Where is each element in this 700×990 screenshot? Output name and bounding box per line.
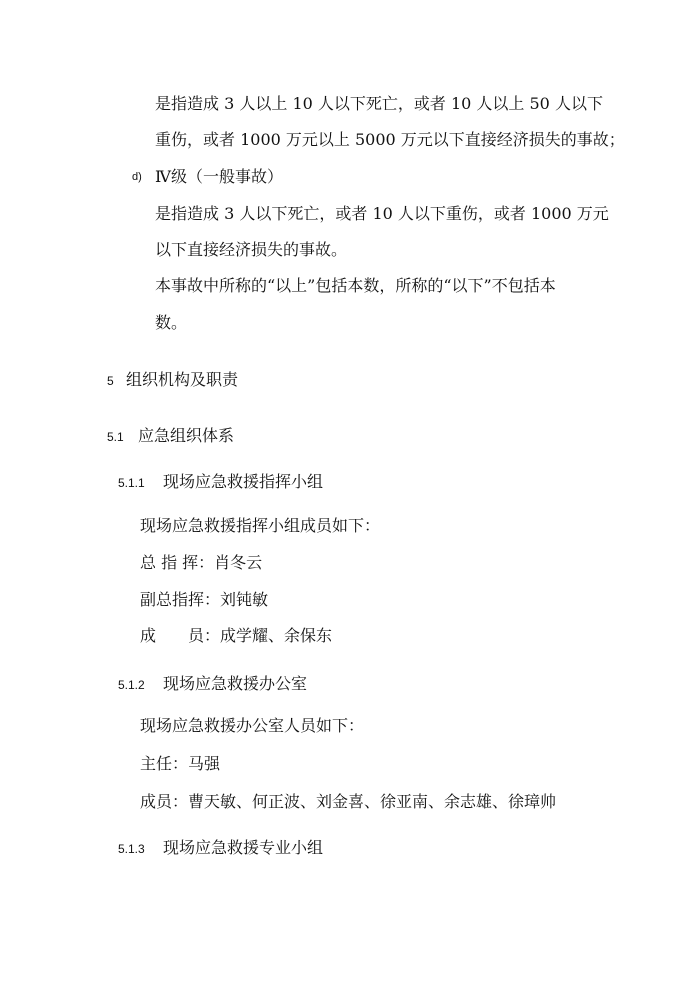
section5-1-2-title: 现场应急救援办公室	[163, 674, 308, 693]
office-members: 成员：曹天敏、何正波、刘金喜、徐亚南、余志雄、徐璋帅	[140, 792, 557, 811]
note-line2: 数。	[155, 313, 188, 332]
section5-1-title: 应急组织体系	[138, 426, 235, 445]
item-d-line2: 以下直接经济损失的事故。	[155, 240, 348, 259]
section5-1-3-number: 5.1.3	[118, 842, 145, 856]
command-members-label: 成	[140, 626, 157, 645]
section5-1-2-number: 5.1.2	[118, 678, 145, 692]
item-d-marker: d)	[132, 171, 142, 183]
office-intro: 现场应急救援办公室人员如下：	[140, 716, 365, 735]
para1-line2: 重伤，或者 1000 万元以上 5000 万元以下直接经济损失的事故；	[155, 130, 625, 149]
section5-number: 5	[107, 374, 114, 388]
section5-title: 组织机构及职责	[126, 370, 239, 389]
note-line1: 本事故中所称的“以上”包括本数，所称的“以下”不包括本	[155, 276, 556, 295]
item-d-title: Ⅳ级（一般事故）	[155, 167, 283, 186]
item-d-line1: 是指造成 3 人以下死亡，或者 10 人以下重伤，或者 1000 万元	[155, 204, 609, 223]
vice-commander: 副总指挥：刘钝敏	[140, 590, 269, 609]
section5-1-1-number: 5.1.1	[118, 476, 145, 490]
command-members: 员：成学耀、余保东	[188, 626, 333, 645]
command-intro: 现场应急救援指挥小组成员如下：	[140, 516, 381, 535]
section5-1-3-title: 现场应急救援专业小组	[163, 838, 324, 857]
section5-1-number: 5.1	[107, 430, 124, 444]
para1-line1: 是指造成 3 人以上 10 人以下死亡，或者 10 人以上 50 人以下	[155, 94, 603, 113]
section5-1-1-title: 现场应急救援指挥小组	[163, 472, 324, 491]
office-director: 主任：马强	[140, 754, 221, 773]
commander: 总 指 挥：肖冬云	[140, 553, 263, 572]
